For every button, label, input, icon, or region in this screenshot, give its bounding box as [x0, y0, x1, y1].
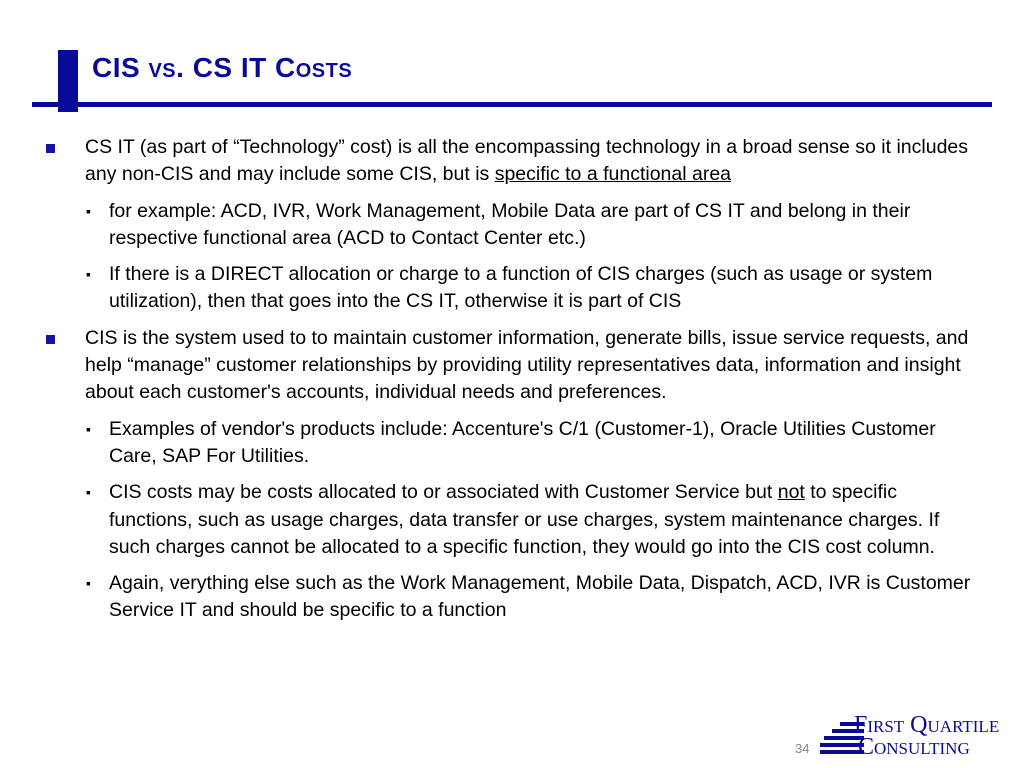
sub-bullet-text: Again, verything else such as the Work Management, Mobile Data, Dispatch, ACD, IVR is Customer Service IT and should be specific to a function	[109, 572, 971, 622]
sub-bullet-text: If there is a DIRECT allocation or charge to a function of CIS charges (such as usage or system utilization), then that goes into the CS IT, otherwise it is part of CIS	[109, 263, 933, 313]
small-square-bullet-icon: ▪	[86, 575, 91, 592]
page-number: 34	[795, 741, 810, 756]
square-bullet-icon	[46, 144, 55, 153]
sub-bullet-text: for example: ACD, IVR, Work Management, Mobile Data are part of CS IT and belong in their respective functional area (ACD to Contact Center etc.)	[109, 199, 911, 249]
small-square-bullet-icon: ▪	[86, 202, 91, 219]
sub-bullet-item	[46, 416, 980, 471]
sub-bullet-item	[46, 479, 980, 561]
sub-bullet-underlined-text: not	[777, 481, 805, 504]
sub-bullet-item	[46, 261, 980, 316]
bullet-underlined-text: specific to a functional area	[494, 163, 732, 186]
sub-bullet-text: to specific functions, such as usage charges, data transfer or use charges, system maintenance charges. If such charges cannot be allocated to a specific function, they would go into the CIS cost column.	[109, 481, 940, 558]
bullet-text: CIS is the system used to to maintain customer information, generate bills, issue service requests, and help “manage” customer relationships by providing utility representatives data, information and insight about each customer's accounts, individual needs and preferences.	[85, 326, 969, 404]
sub-bullet-text: Examples of vendor's products include: Accenture's C/1 (Customer-1), Oracle Utilities Customer Care, SAP For Utilities.	[109, 417, 936, 467]
sub-bullet-item	[46, 198, 980, 253]
logo-text	[854, 714, 1024, 758]
slide-title: CIS vs. CS IT Costs	[92, 52, 353, 83]
square-bullet-icon	[46, 335, 55, 344]
bullet-item	[46, 325, 980, 407]
small-square-bullet-icon: ▪	[86, 484, 91, 501]
small-square-bullet-icon: ▪	[86, 266, 91, 283]
company-logo	[820, 714, 1024, 768]
logo-line-1: First Quartile	[854, 712, 1000, 738]
title-rule	[32, 102, 992, 107]
slide-content	[46, 134, 980, 634]
small-square-bullet-icon: ▪	[86, 420, 91, 437]
bullet-item	[46, 134, 980, 189]
bullet-text: CS IT (as part of “Technology” cost) is all the encompassing technology in a broad sense so it includes any non-CIS and may include some CIS, but is	[85, 136, 969, 186]
sub-bullet-item	[46, 570, 980, 625]
sub-bullet-text: CIS costs may be costs allocated to or associated with Customer Service but	[109, 481, 778, 504]
logo-line-2: Consulting	[858, 734, 970, 760]
